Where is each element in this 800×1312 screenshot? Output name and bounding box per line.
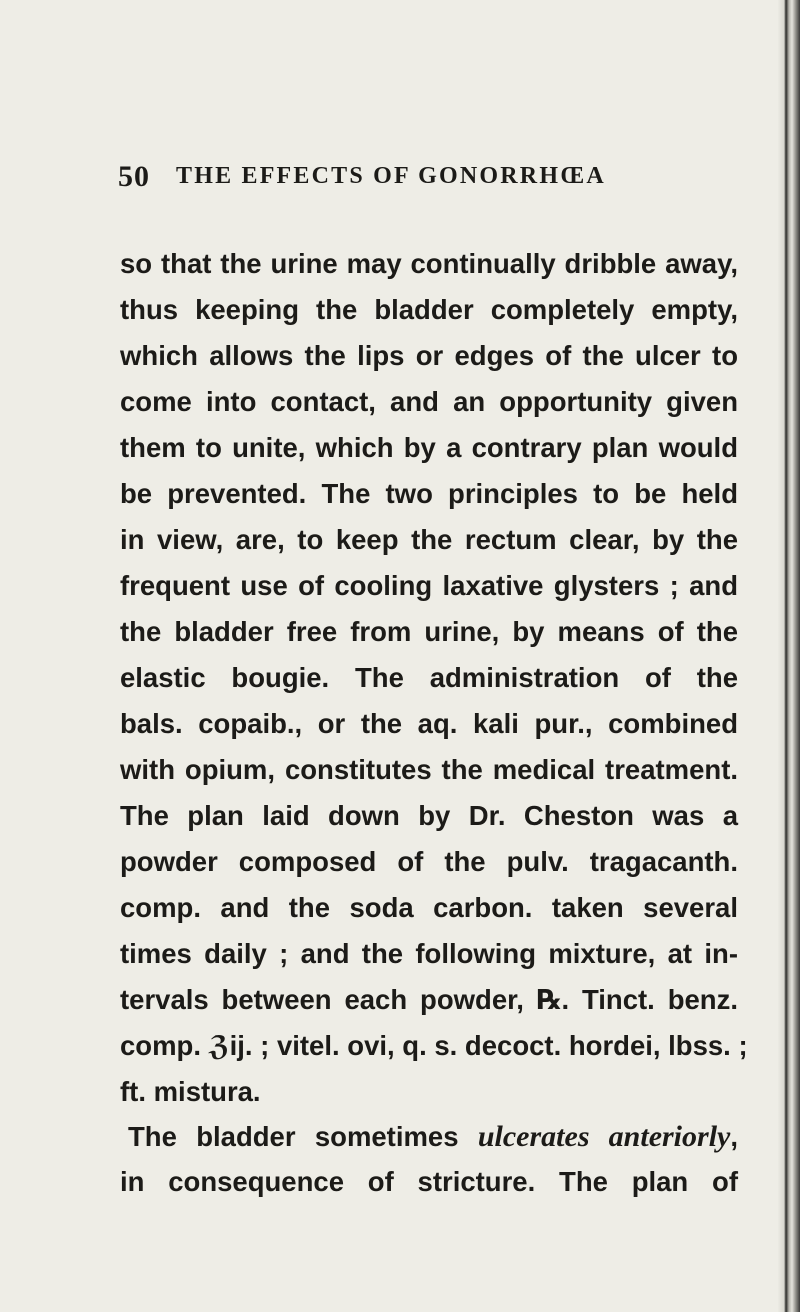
running-title: THE EFFECTS OF GONORRHŒA (176, 163, 606, 189)
text-line: so that the urine may continually dribble away, (120, 248, 738, 279)
text-line: tervals between each powder, ℞. Tinct. benz. (120, 984, 738, 1015)
text-line: bals. copaib., or the aq. kali pur., combined (120, 708, 738, 739)
text-run: , (730, 1121, 738, 1152)
text-line: comp. and the soda carbon. taken several (120, 892, 738, 923)
text-line: be prevented. The two principles to be held (120, 478, 738, 509)
text-line: ft. mistura. (120, 1076, 261, 1107)
text-line: in view, are, to keep the rectum clear, by the (120, 524, 738, 555)
text-line: with opium, constitutes the medical treatment. (120, 754, 738, 785)
page-number: 50 (118, 160, 150, 193)
text-line: comp. ℨij. ; vitel. ovi, q. s. decoct. hordei, lbss. ; (120, 1030, 748, 1061)
text-line: thus keeping the bladder completely empty, (120, 294, 738, 325)
text-line: in consequence of stricture. The plan of (120, 1166, 738, 1197)
text-line: elastic bougie. The administration of the (120, 662, 738, 693)
italic-phrase: ulcerates anteriorly (477, 1120, 731, 1153)
text-line: The plan laid down by Dr. Cheston was a (120, 800, 738, 831)
text-line: come into contact, and an opportunity given (120, 386, 738, 417)
paragraph-start-line (128, 1122, 738, 1152)
running-head (118, 160, 678, 200)
page-edge-shadow (778, 0, 800, 1312)
text-line: the bladder free from urine, by means of the (120, 616, 738, 647)
text-line: frequent use of cooling laxative glysters ; and (120, 570, 738, 601)
text-line: powder composed of the pulv. tragacanth. (120, 846, 738, 877)
text-run: The bladder sometimes (128, 1121, 478, 1152)
text-line: which allows the lips or edges of the ulcer to (120, 340, 738, 371)
text-line: times daily ; and the following mixture, at in- (120, 938, 738, 969)
text-line: them to unite, which by a contrary plan would (120, 432, 738, 463)
